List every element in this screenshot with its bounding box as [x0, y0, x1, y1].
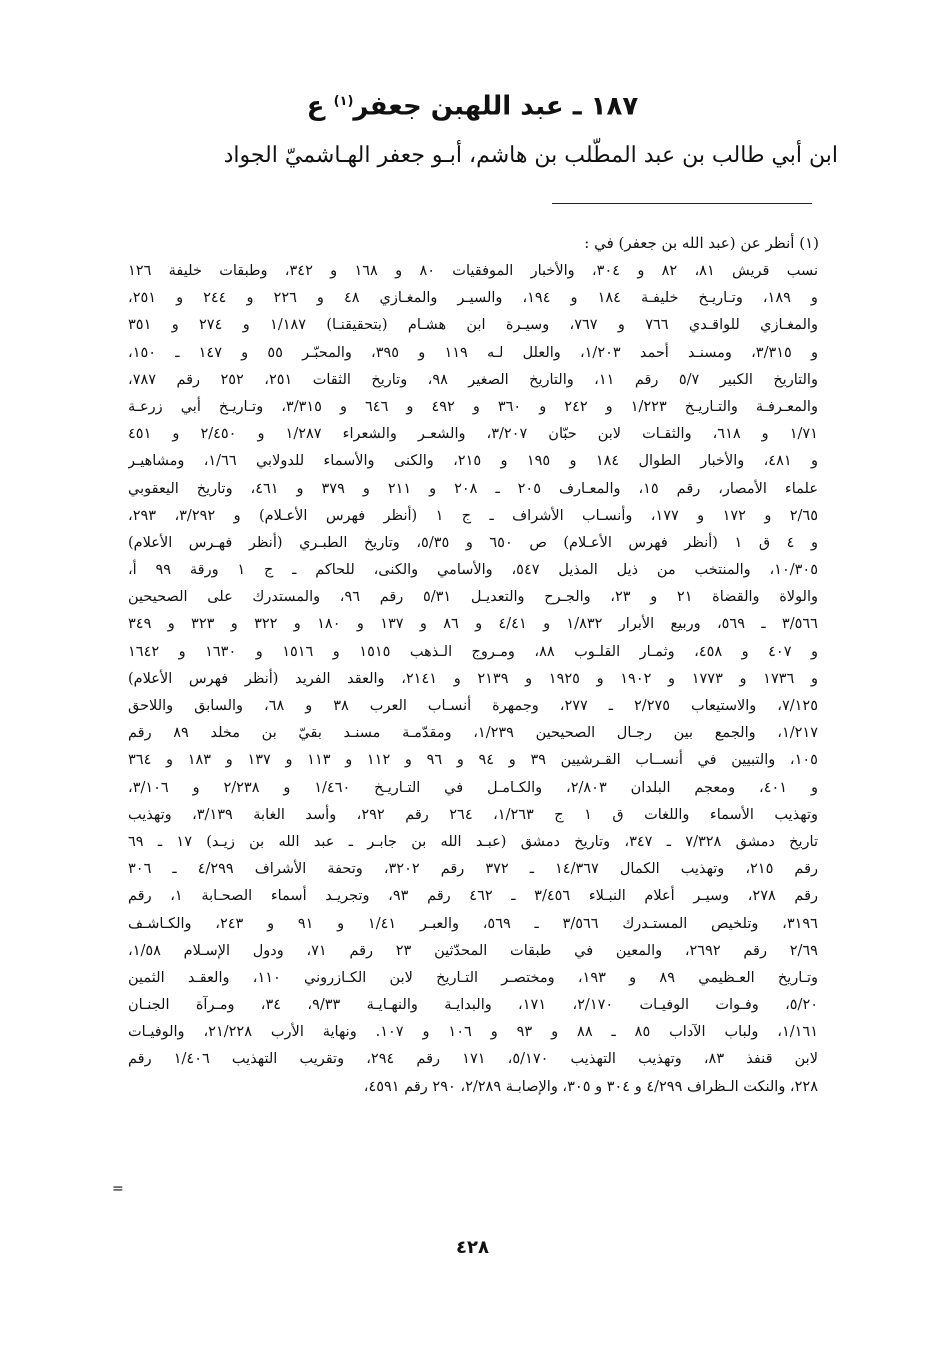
footnote-marker: (١): [799, 234, 819, 252]
footnote-line: ٢٢٨، والنكت الـظراف ٤/٢٩٩ و ٣٠٤ و ٣٠٥، والإصابـة ٢/٢٨٩، ٢٩٠ رقم ٤٥٩١،: [363, 1078, 818, 1095]
footnote-line: ٣١٩٦، وتلخيص المستـدرك ٣/٥٦٦ ـ ٥٦٩، والعبـر ١/٤١ و ٩١ و ٢٤٣، والكـاشـف: [128, 915, 818, 932]
footnote-line: والمغـازي للواقـدي ٧٦٦ و ٧٦٧، وسيـرة ابن هشـام (بتحقيقنـا) ١/١٨٧ و ٢٧٤ و ٣٥١: [128, 317, 818, 334]
footnote-line: ١٠٥، والتبيين في أنســاب القـرشيين ٣٩ و ٩٤ و ٩٦ و ١١٢ و ١١٣ و ١٣٧ و ١٨٣ و ٣٦٤: [128, 752, 818, 769]
footnote-line: وتهذيب الأسماء واللغات ق ١ ج ١/٢٦٣، ٢٦٤ رقم ٢٩٢، وأسد الغابة ٣/١٣٩، وتهذيب: [128, 806, 818, 823]
footnote-line: و ١٨٩، وتـاريـخ خليفـة ١٨٤ و ١٩٤، والسيـر والمغـازي ٤٨ و ٢٢٦ و ٢٤٤ و ٢٥١،: [128, 290, 818, 307]
footnote-line: ١/٧١ و ٦١٨، والثقـات لابن حبّان ٣/٢٠٧، والشعـر والشعراء ١/٢٨٧ و ٢/٤٥٠ و ٤٥١: [128, 426, 818, 443]
footnote-line: و ٤٨١، والأخبار الطوال ١٨٤ و ١٩٥ و ٢١٥، والكنى والأسماء للدولابي ١/٦٦، ومشاهيـر: [128, 453, 818, 470]
footnote-line: رقم ٢١٥، وتهذيب الكمال ١٤/٣٦٧ ـ ٣٧٢ رقم ٣٢٠٢، وتحفة الأشراف ٤/٢٩٩ ـ ٣٠٦: [128, 861, 818, 878]
continuation-mark: =: [112, 1181, 124, 1197]
footnote-line: و ١٧٣٦ و ١٧٧٣ و ١٩٠٢ و ١٩٢٥ و ٢١٣٩ و ٢١٤١، والعقد الفريد (أنظر فهرس الأعلام): [128, 670, 818, 687]
footnote-separator: [552, 203, 812, 204]
footnote-body: [128, 258, 818, 1101]
footnote-line: والتاريخ الكبير ٥/٧ رقم ١١، والتاريخ الصغير ٩٨، وتاريخ الثقات ٢٥١، ٢٥٢ رقم ٧٨٧،: [128, 371, 818, 388]
footnote-line: ١/٢١٧، والجمع بين رجـال الصحيحين ١/٢٣٩، ومقدّمـة مسنـد بقيّ بن مخلد ٨٩ رقم: [128, 725, 818, 742]
footnote-line: ٥/٢٠، وفـوات الوفيـات ٢/١٧٠، ١٧١، والبدايـة والنهـايـة ٩/٣٣، ٣٤، ومـرآة الجنـان: [128, 997, 818, 1014]
footnote-line: ٣/٥٦٦ ـ ٥٦٩، وربيع الأبرار ١/٨٣٢ و ٤/٤١ و ٨٦ و ١٣٧ و ١٨٠ و ٣٢٢ و ٣٢٣ و ٣٤٩: [128, 616, 818, 633]
footnote-line: ٢/٦٩ رقم ٢٦٩٢، والمعين في طبقات المحدّثين ٢٣ رقم ٧١، ودول الإسـلام ١/٥٨،: [128, 942, 818, 959]
footnote-line: والولاة والقضاة ٢١ و ٢٣، والجـرح والتعديـل ٥/٣١ رقم ٩٦، والمستدرك على الصحيحين: [128, 589, 818, 606]
footnote-line: علماء الأمصار، رقم ١٥، والمعـارف ٢٠٥ ـ ٢٠٨ و ٢١١ و ٣٧٩ و ٤٦١، وتاريخ اليعقوبي: [128, 480, 818, 497]
footnote-intro-text: أنظر عن (عبد الله بن جعفر) في :: [584, 234, 795, 252]
footnote-line: ١٠/٣٠٥، والمنتخب من ذيل المذيل ٥٤٧، والأسامي والكنى، للحاكم ـ ج ١ ورقة ٩٩ أ،: [128, 562, 818, 579]
footnote-line: والمعـرفـة والتـاريـخ ١/٢٢٣ و ٢٤٢ و ٣٦٠ و ٤٩٢ و ٦٤٦ و ٣/٣١٥، وتـاريـخ أبي زرعـة: [128, 398, 818, 415]
page-number: ٤٢٨: [456, 1237, 489, 1258]
entry-lineage: ابن أبي طالب بن عبد المطّلب بن هاشم، أبـو جعفر الهـاشميّ الجواد: [223, 143, 838, 168]
footnote-line: و ٣/٣١٥، ومسنـد أحمد ١/٢٠٣، والعلل لـه ١١٩ و ٣٩٥، والمحبّـر ٥٥ و ١٤٧ ـ ١٥٠،: [128, 344, 818, 361]
footnote-line: رقم ٢٧٨، وسيـر أعلام النبـلاء ٣/٤٥٦ ـ ٤٦٢ رقم ٩٣، وتجريـد أسماء الصحـابة ١، رقم: [128, 888, 818, 905]
entry-title: [100, 82, 845, 127]
entry-symbol: ع: [306, 91, 325, 122]
footnote-line: و ٤٠١، ومعجم البلدان ٢/٨٠٣، والكـامـل في التـاريـخ ١/٤٦٠ و ٢/٢٣٨ و ٣/١٠٦،: [128, 779, 818, 796]
footnote-line: لابن قنفذ ٨٣، وتهذيب التهذيب ٥/١٧٠، ١٧١ رقم ٢٩٤، وتقريب التهذيب ١/٤٠٦ رقم: [128, 1051, 818, 1068]
footnote-line: نسب قريش ٨١، ٨٢ و ٣٠٤، والأخبار الموفقيات ٨٠ و ١٦٨ و ٣٤٢، وطبقات خليفة ١٢٦: [128, 263, 818, 279]
footnote-line: ١/١٦١، ولباب الآداب ٨٥ ـ ٨٨ و ٩٣ و ١٠٦ و ١٠٧. ونهاية الأرب ٢١/٢٢٨، والوفيـات: [128, 1024, 818, 1041]
footnote-line: تاريخ دمشق ٧/٣٢٨ ـ ٣٤٧، وتاريخ دمشق (عبـد الله بن جابـر ـ عبد الله بن زيـد) ١٧ ـ ٦٩: [128, 833, 818, 850]
footnote-line: ٢/٦٥ و ١٧٢ و ١٧٧، وأنسـاب الأشراف ـ ج ١ (أنظر فهرس الأعـلام) و ٣/٢٩٢، ٢٩٣،: [128, 507, 818, 524]
footnote-line: و ٤٠٧ و ٤٥٨، وثمـار القلـوب ٨٨، ومـروج الـذهب ١٥١٥ و ١٥١٦ و ١٦٣٠ و ١٦٤٢: [128, 643, 818, 660]
footnote-intro: [129, 230, 819, 256]
footnote-reference-marker: (١): [333, 94, 354, 109]
footnote-line: و ٤ ق ١ (أنظر فهرس الأعـلام) ص ٦٥٠ و ٥/٣٥، وتاريخ الطبـري (أنظر فهـرس الأعلام): [128, 534, 818, 551]
entry-title-text: ١٨٧ ـ عبد اللهبن جعفر: [353, 91, 639, 122]
footnote-line: وتـاريخ العـظيمي ٨٩ و ١٩٣، ومختصـر التـاريخ لابن الكـازروني ١١٠، والعقـد الثمين: [128, 969, 818, 986]
footnote-line: ٧/١٢٥، والاستيعاب ٢/٢٧٥ ـ ٢٧٧، وجمهرة أنسـاب العرب ٣٨ و ٦٨، والسابق واللاحق: [128, 698, 818, 714]
